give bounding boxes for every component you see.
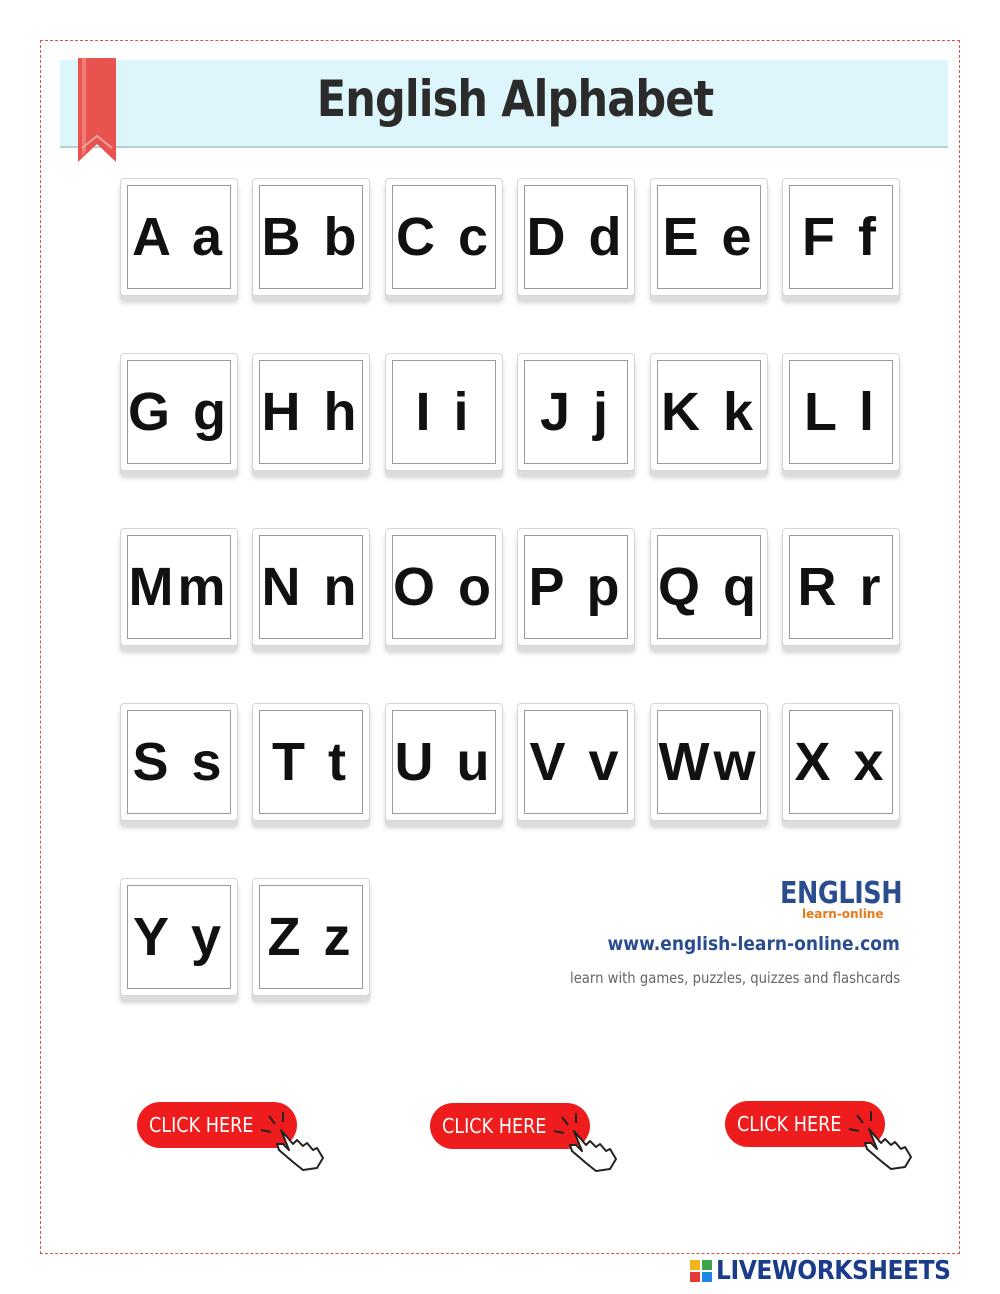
letter-tile[interactable]	[252, 878, 370, 996]
letter-pair: U u	[394, 732, 494, 792]
letter-tile-frame	[657, 535, 761, 639]
liveworksheets-brand[interactable]	[690, 1256, 977, 1286]
letter-tile[interactable]	[517, 353, 635, 471]
click-here-button-1[interactable]	[137, 1102, 327, 1172]
letter-pair: Y y	[132, 907, 226, 967]
letter-pair: J j	[539, 382, 613, 442]
letter-tile-frame	[789, 535, 893, 639]
pointing-hand-icon	[552, 1111, 622, 1173]
letter-pair: F f	[802, 207, 880, 267]
letter-pair: S s	[132, 732, 226, 792]
letter-tile[interactable]	[252, 703, 370, 821]
letter-pair: E e	[662, 207, 756, 267]
letter-tile[interactable]	[650, 353, 768, 471]
click-here-label: CLICK HERE	[137, 1102, 297, 1148]
letter-pair: A a	[131, 207, 227, 267]
letter-tile[interactable]	[782, 528, 900, 646]
letter-tile-frame	[127, 885, 231, 989]
letter-tile-frame	[127, 535, 231, 639]
letter-tile[interactable]	[782, 353, 900, 471]
letter-tile-frame	[524, 710, 628, 814]
letter-tile-frame	[392, 535, 496, 639]
letter-tile[interactable]	[385, 353, 503, 471]
letter-tile[interactable]	[120, 878, 238, 996]
letter-pair: I i	[415, 382, 473, 442]
letter-pair: G g	[128, 382, 230, 442]
letter-tile-frame	[259, 710, 363, 814]
letter-tile-frame	[657, 710, 761, 814]
page-title: English Alphabet	[316, 70, 714, 128]
click-here-label: CLICK HERE	[725, 1101, 885, 1147]
bookmark-ribbon-icon	[78, 58, 116, 162]
letter-tile[interactable]	[650, 703, 768, 821]
letter-tile[interactable]	[385, 178, 503, 296]
pointing-hand-icon	[847, 1109, 917, 1171]
logo-english: ENGLISH	[780, 876, 903, 911]
letter-tile-frame	[657, 185, 761, 289]
site-tagline: learn with games, puzzles, quizzes and flashcards	[569, 969, 900, 987]
letter-tile-frame	[127, 710, 231, 814]
letter-pair: D d	[526, 207, 626, 267]
site-url-link[interactable]: www.english-learn-online.com	[607, 933, 900, 955]
letter-tile-frame	[259, 360, 363, 464]
letter-pair: L l	[803, 382, 878, 442]
letter-tile[interactable]	[252, 353, 370, 471]
letter-pair: P p	[528, 557, 624, 617]
letter-tile-frame	[259, 885, 363, 989]
letter-pair: X x	[794, 732, 888, 792]
letter-tile-frame	[259, 535, 363, 639]
letter-tile[interactable]	[782, 703, 900, 821]
letter-tile[interactable]	[517, 528, 635, 646]
letter-tile-frame	[524, 360, 628, 464]
click-here-label: CLICK HERE	[430, 1103, 590, 1149]
click-here-button-2[interactable]	[430, 1103, 620, 1173]
letter-tile[interactable]	[120, 178, 238, 296]
letter-tile[interactable]	[650, 528, 768, 646]
letter-tile-frame	[789, 710, 893, 814]
letter-pair: Ww	[658, 732, 760, 792]
liveworksheets-text: LIVEWORKSHEETS	[716, 1256, 951, 1286]
letter-pair: Z z	[267, 907, 355, 967]
letter-tile-frame	[392, 360, 496, 464]
letter-tile-frame	[789, 185, 893, 289]
letter-pair: B b	[261, 207, 361, 267]
letter-tile[interactable]	[120, 703, 238, 821]
letter-pair: H h	[261, 382, 361, 442]
letter-tile-frame	[392, 710, 496, 814]
letter-tile-frame	[392, 185, 496, 289]
letter-pair: Q q	[658, 557, 760, 617]
letter-pair: K k	[660, 382, 758, 442]
letter-pair: O o	[393, 557, 495, 617]
letter-tile[interactable]	[252, 178, 370, 296]
liveworksheets-logo-icon	[690, 1260, 712, 1282]
logo-learn-online: learn-online	[802, 907, 884, 921]
letter-pair: T t	[272, 732, 350, 792]
letter-tile[interactable]	[517, 178, 635, 296]
letter-tile[interactable]	[120, 353, 238, 471]
letter-tile[interactable]	[252, 528, 370, 646]
letter-tile[interactable]	[650, 178, 768, 296]
letter-pair: R r	[797, 557, 885, 617]
letter-tile-frame	[127, 185, 231, 289]
letter-pair: C c	[395, 207, 493, 267]
letter-pair: V v	[529, 732, 623, 792]
letter-tile[interactable]	[120, 528, 238, 646]
letter-tile-frame	[259, 185, 363, 289]
letter-tile[interactable]	[782, 178, 900, 296]
letter-tile-frame	[524, 535, 628, 639]
letter-tile[interactable]	[517, 703, 635, 821]
letter-tile[interactable]	[385, 703, 503, 821]
letter-pair: N n	[261, 557, 361, 617]
pointing-hand-icon	[259, 1110, 329, 1172]
letter-tile-frame	[657, 360, 761, 464]
letter-tile-frame	[524, 185, 628, 289]
letter-tile-frame	[127, 360, 231, 464]
letter-tile[interactable]	[385, 528, 503, 646]
click-here-button-3[interactable]	[725, 1101, 915, 1171]
letter-tile-frame	[789, 360, 893, 464]
letter-pair: Mm	[128, 557, 230, 617]
